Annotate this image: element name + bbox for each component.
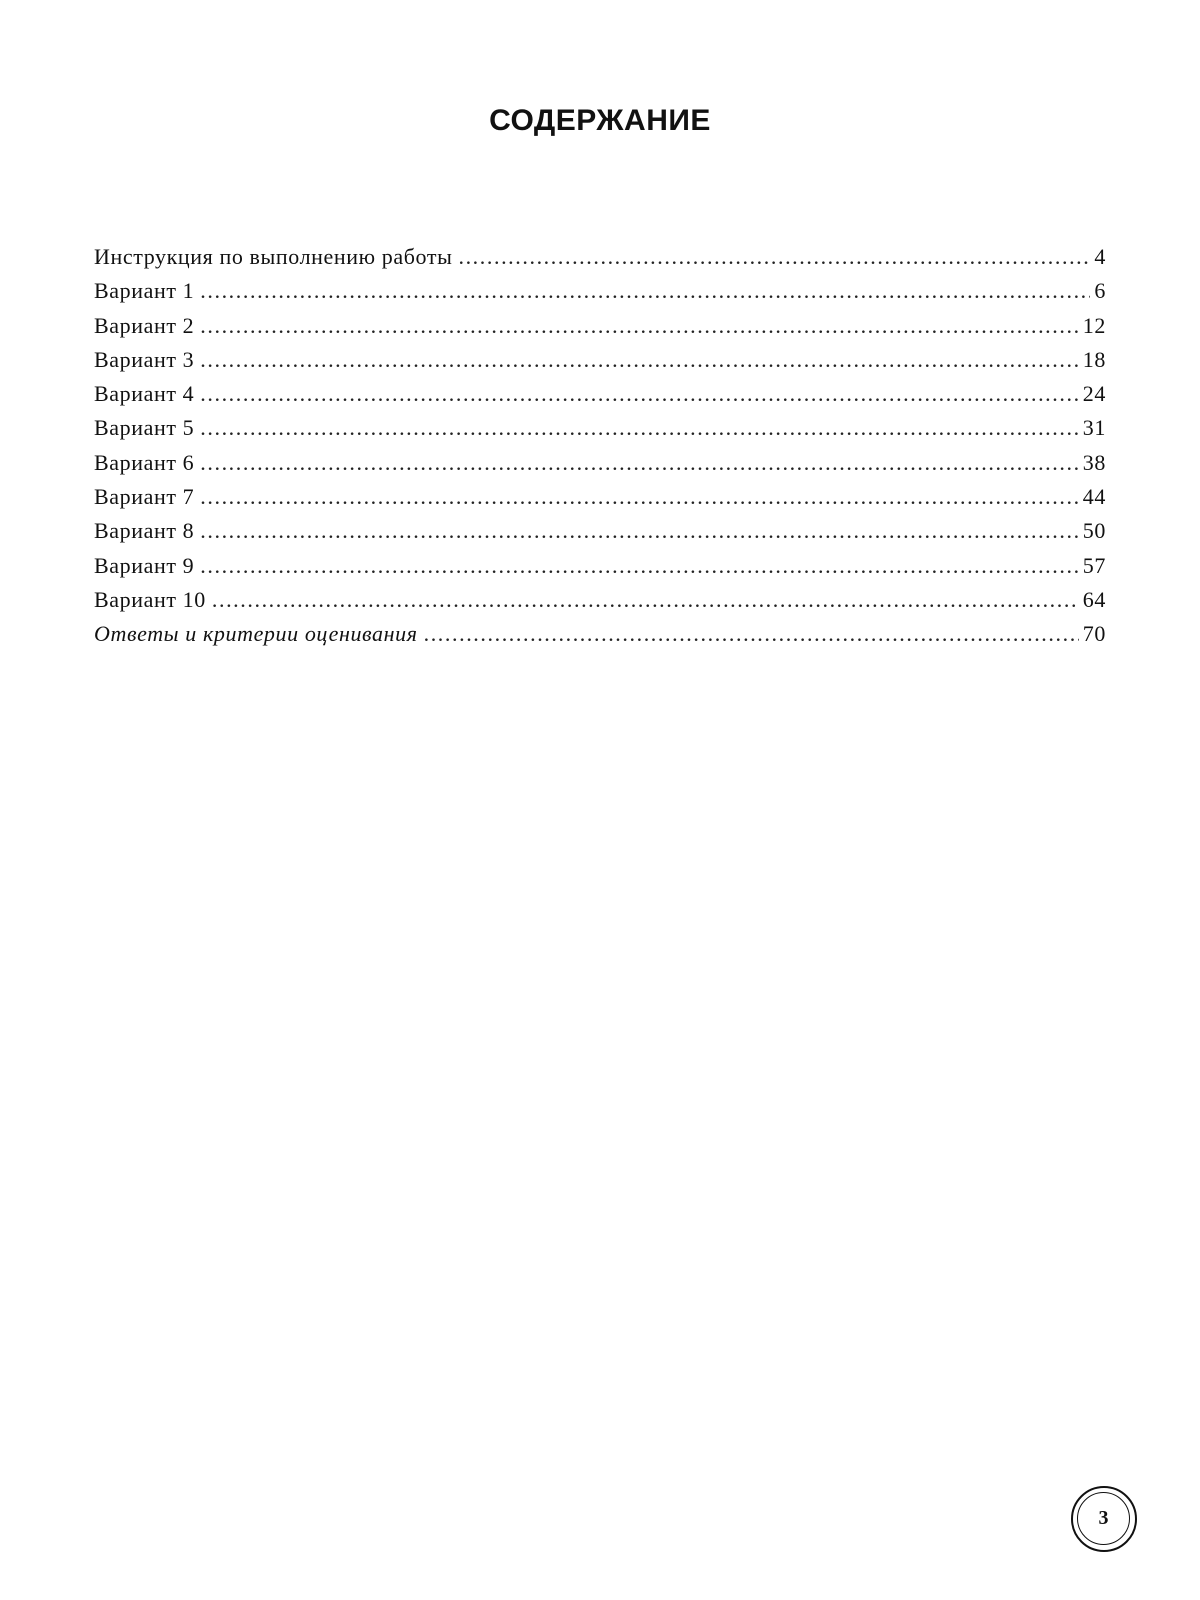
toc-entry-variant-2[interactable] [94, 313, 1106, 347]
toc-entry-page: 70 [1082, 621, 1106, 647]
toc-entry-label: Инструкция по выполнению работы [94, 244, 453, 269]
toc-entry-page: 44 [1082, 484, 1106, 510]
dot-leader [200, 450, 1079, 476]
dot-leader [212, 587, 1079, 613]
toc-entry-variant-7[interactable] [94, 484, 1106, 518]
toc-entry-variant-5[interactable] [94, 415, 1106, 449]
dot-leader [200, 313, 1079, 339]
toc-entry-variant-8[interactable] [94, 518, 1106, 552]
toc-entry-label: Вариант 5 [94, 415, 195, 441]
toc-entry-variant-1[interactable] [94, 278, 1106, 312]
toc-entry-page: 6 [1094, 278, 1106, 304]
toc-entry-label: Вариант 2 [94, 312, 195, 338]
dot-leader [200, 381, 1079, 407]
toc-entry-label: Вариант 6 [94, 449, 195, 475]
toc-entry-page: 38 [1082, 449, 1106, 475]
toc-entry-label: Вариант 10 [94, 586, 206, 612]
page-number-badge [1071, 1486, 1137, 1552]
dot-leader [200, 347, 1079, 373]
toc-entry-page: 31 [1082, 415, 1106, 441]
dot-leader [200, 553, 1079, 579]
toc-entry-instructions[interactable] [94, 244, 1106, 278]
toc-entry-answers[interactable] [94, 621, 1106, 655]
dot-leader [458, 244, 1090, 270]
toc-entry-label: Вариант 1 [94, 278, 195, 304]
toc-entry-label: Вариант 4 [94, 381, 195, 407]
toc-entry-page: 64 [1082, 586, 1106, 612]
toc-entry-variant-4[interactable] [94, 381, 1106, 415]
toc-entry-page: 50 [1082, 518, 1106, 544]
toc-entry-label: Вариант 8 [94, 518, 195, 544]
toc-entry-label: Ответы и критерии оценивания [94, 621, 418, 647]
table-of-contents [94, 244, 1106, 656]
toc-entry-label: Вариант 7 [94, 484, 195, 510]
dot-leader [424, 621, 1079, 647]
toc-entry-page: 57 [1082, 552, 1106, 578]
toc-entry-page: 18 [1082, 346, 1106, 372]
toc-entry-page: 12 [1082, 312, 1106, 338]
dot-leader [200, 278, 1090, 304]
dot-leader [200, 518, 1079, 544]
page-number: 3 [1077, 1492, 1130, 1545]
toc-entry-label: Вариант 3 [94, 346, 195, 372]
toc-entry-page: 4 [1094, 244, 1106, 269]
page-title: СОДЕРЖАНИЕ [489, 104, 711, 137]
toc-entry-variant-6[interactable] [94, 450, 1106, 484]
dot-leader [200, 415, 1079, 441]
toc-entry-label: Вариант 9 [94, 552, 195, 578]
toc-entry-variant-3[interactable] [94, 347, 1106, 381]
toc-entry-variant-10[interactable] [94, 587, 1106, 621]
dot-leader [200, 484, 1079, 510]
toc-entry-page: 24 [1082, 381, 1106, 407]
toc-entry-variant-9[interactable] [94, 553, 1106, 587]
